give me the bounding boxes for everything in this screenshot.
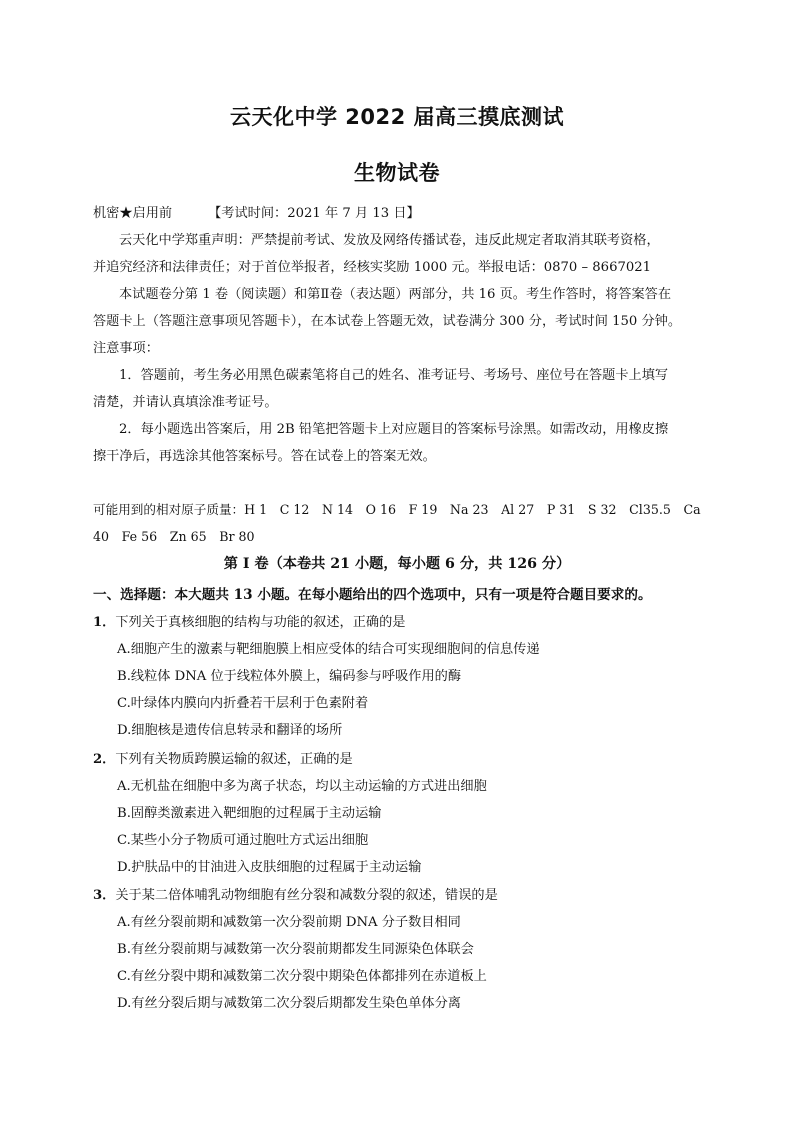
note-1-line-2: 清楚，并请认真填涂准考证号。 <box>93 395 278 410</box>
question-2-stem <box>93 751 713 769</box>
question-2-option-c: C.某些小分子物质可通过胞吐方式运出细胞 <box>117 833 369 848</box>
note-2-line-1: 2．每小题选出答案后，用 2B 铅笔把答题卡上对应题目的答案标号涂黑。如需改动，用橡皮擦 <box>119 422 669 437</box>
statement-line-2: 并追究经济和法律责任；对于首位举报者，经核实奖励 1000 元。举报电话：0870 – 8667021 <box>93 260 652 275</box>
section-heading: 第 I 卷（本卷共 21 小题，每小题 6 分，共 126 分） <box>223 556 571 572</box>
part-heading: 一、选择题：本大题共 13 小题。在每小题给出的四个选项中，只有一项是符合题目要求的。 <box>93 587 652 603</box>
question-1-stem <box>93 614 713 632</box>
question-3-option-d: D.有丝分裂后期与减数第二次分裂后期都发生染色单体分离 <box>117 996 461 1011</box>
question-number: 2． <box>93 752 116 767</box>
question-2-option-b: B.固醇类激素进入靶细胞的过程属于主动运输 <box>117 806 382 821</box>
question-1-option-b: B.线粒体 DNA 位于线粒体外膜上，编码参与呼吸作用的酶 <box>117 669 462 684</box>
question-3-stem <box>93 887 713 905</box>
atomic-mass-line-2: 40 Fe 56 Zn 65 Br 80 <box>93 529 255 544</box>
question-2-option-a: A.无机盐在细胞中多为离子状态，均以主动运输的方式进出细胞 <box>117 779 487 794</box>
notice-label: 注意事项： <box>93 341 159 356</box>
intro-line-1: 本试题卷分第 1 卷（阅读题）和第Ⅱ卷（表达题）两部分，共 16 页。考生作答时，将答案答在 <box>119 287 672 302</box>
note-1-line-1: 1．答题前，考生务必用黑色碳素笔将自己的姓名、准考证号、考场号、座位号在答题卡上填写 <box>119 368 669 383</box>
question-3-option-a: A.有丝分裂前期和减数第一次分裂前期 DNA 分子数目相同 <box>117 915 461 930</box>
question-text: 下列关于真核细胞的结构与功能的叙述，正确的是 <box>115 615 406 630</box>
question-1-option-a: A.细胞产生的激素与靶细胞膜上相应受体的结合可实现细胞间的信息传递 <box>117 642 540 657</box>
question-1-option-c: C.叶绿体内膜向内折叠若干层利于色素附着 <box>117 696 369 711</box>
question-number: 3． <box>93 888 116 903</box>
question-text: 下列有关物质跨膜运输的叙述，正确的是 <box>115 752 353 767</box>
atomic-mass-line-1: 可能用到的相对原子质量：H 1 C 12 N 14 O 16 F 19 Na 23 Al 27 P 31 S 32 Cl35.5 Ca <box>93 502 701 517</box>
question-text: 关于某二倍体哺乳动物细胞有丝分裂和减数分裂的叙述，错误的是 <box>115 888 498 903</box>
exam-title: 云天化中学 2022 届高三摸底测试 <box>229 105 565 129</box>
question-number: 1． <box>93 615 116 630</box>
exam-subtitle: 生物试卷 <box>354 161 440 185</box>
question-2-option-d: D.护肤品中的甘油进入皮肤细胞的过程属于主动运输 <box>117 860 422 875</box>
intro-line-2: 答题卡上（答题注意事项见答题卡），在本试卷上答题无效，试卷满分 300 分，考试时间 150 分钟。 <box>93 314 682 329</box>
exam-time: 【考试时间：2021 年 7 月 13 日】 <box>208 206 420 221</box>
question-3-option-b: B.有丝分裂前期与减数第一次分裂前期都发生同源染色体联会 <box>117 942 474 957</box>
confidential-label: 机密★启用前 <box>93 206 173 221</box>
statement-line-1: 云天化中学郑重声明：严禁提前考试、发放及网络传播试卷，违反此规定者取消其联考资格， <box>119 233 660 248</box>
note-2-line-2: 擦干净后，再选涂其他答案标号。答在试卷上的答案无效。 <box>93 449 436 464</box>
question-3-option-c: C.有丝分裂中期和减数第二次分裂中期染色体都排列在赤道板上 <box>117 969 487 984</box>
question-1-option-d: D.细胞核是遗传信息转录和翻译的场所 <box>117 723 343 738</box>
meta-line <box>93 205 713 223</box>
